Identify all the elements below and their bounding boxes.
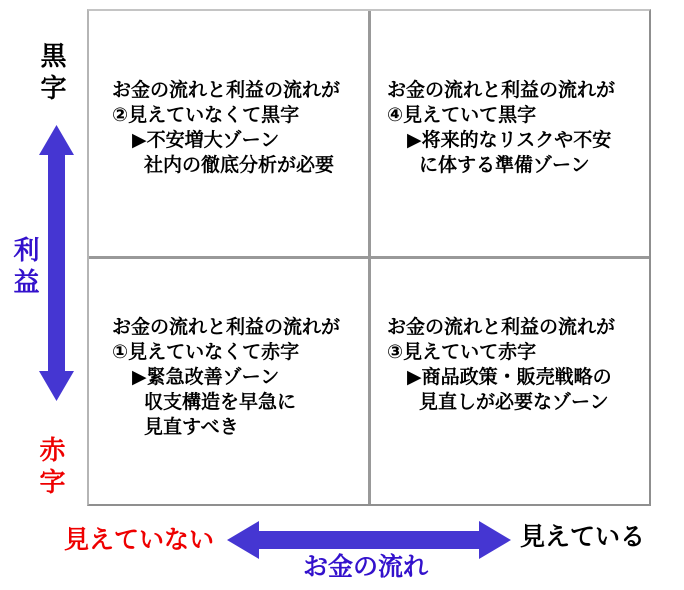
quadrant-text-line: ▶不安増大ゾーン (132, 130, 280, 151)
quadrant-text-line: ④見えていて黒字 (387, 105, 537, 126)
quadrant-text-line: ②見えていなくて黒字 (112, 105, 300, 126)
quadrant-text-line: 見直しが必要なゾーン (419, 392, 609, 413)
x-axis-title: お金の流れ (303, 553, 429, 581)
quadrant-bottom-left (112, 315, 340, 440)
quadrant-top-left (112, 78, 340, 178)
y-axis-title: 利益 (10, 236, 40, 300)
quadrant-text-line: 社内の徹底分析が必要 (144, 155, 335, 176)
quadrant-text-line: ①見えていなくて赤字 (112, 342, 300, 363)
quadrant-text-line: お金の流れと利益の流れが (112, 80, 341, 101)
quadrant-text-line: に体する準備ゾーン (419, 155, 590, 176)
y-axis-top-label: 黒字 (37, 42, 67, 106)
quadrant-text-line: お金の流れと利益の流れが (387, 80, 616, 101)
quadrant-text-line: ▶緊急改善ゾーン (132, 367, 280, 388)
quadrant-text-line: ▶商品政策・販売戦略の (407, 367, 612, 388)
y-axis-double-arrow-icon (39, 125, 74, 401)
horizontal-divider (89, 256, 649, 259)
quadrant-top-right (387, 78, 615, 178)
x-axis-left-label: 見えていない (64, 526, 215, 554)
y-axis-bottom-label: 赤字 (36, 436, 66, 500)
quadrant-bottom-right (387, 315, 615, 415)
quadrant-text-line: ▶将来的なリスクや不安 (407, 130, 612, 151)
x-axis-right-label: 見えている (520, 523, 646, 551)
quadrant-text-line: お金の流れと利益の流れが (112, 317, 341, 338)
quadrant-text-line: 収支構造を早急に (144, 392, 297, 413)
quadrant-text-line: 見直すべき (144, 417, 239, 438)
quadrant-text-line: お金の流れと利益の流れが (387, 317, 616, 338)
quadrant-text-line: ③見えていて赤字 (387, 342, 537, 363)
